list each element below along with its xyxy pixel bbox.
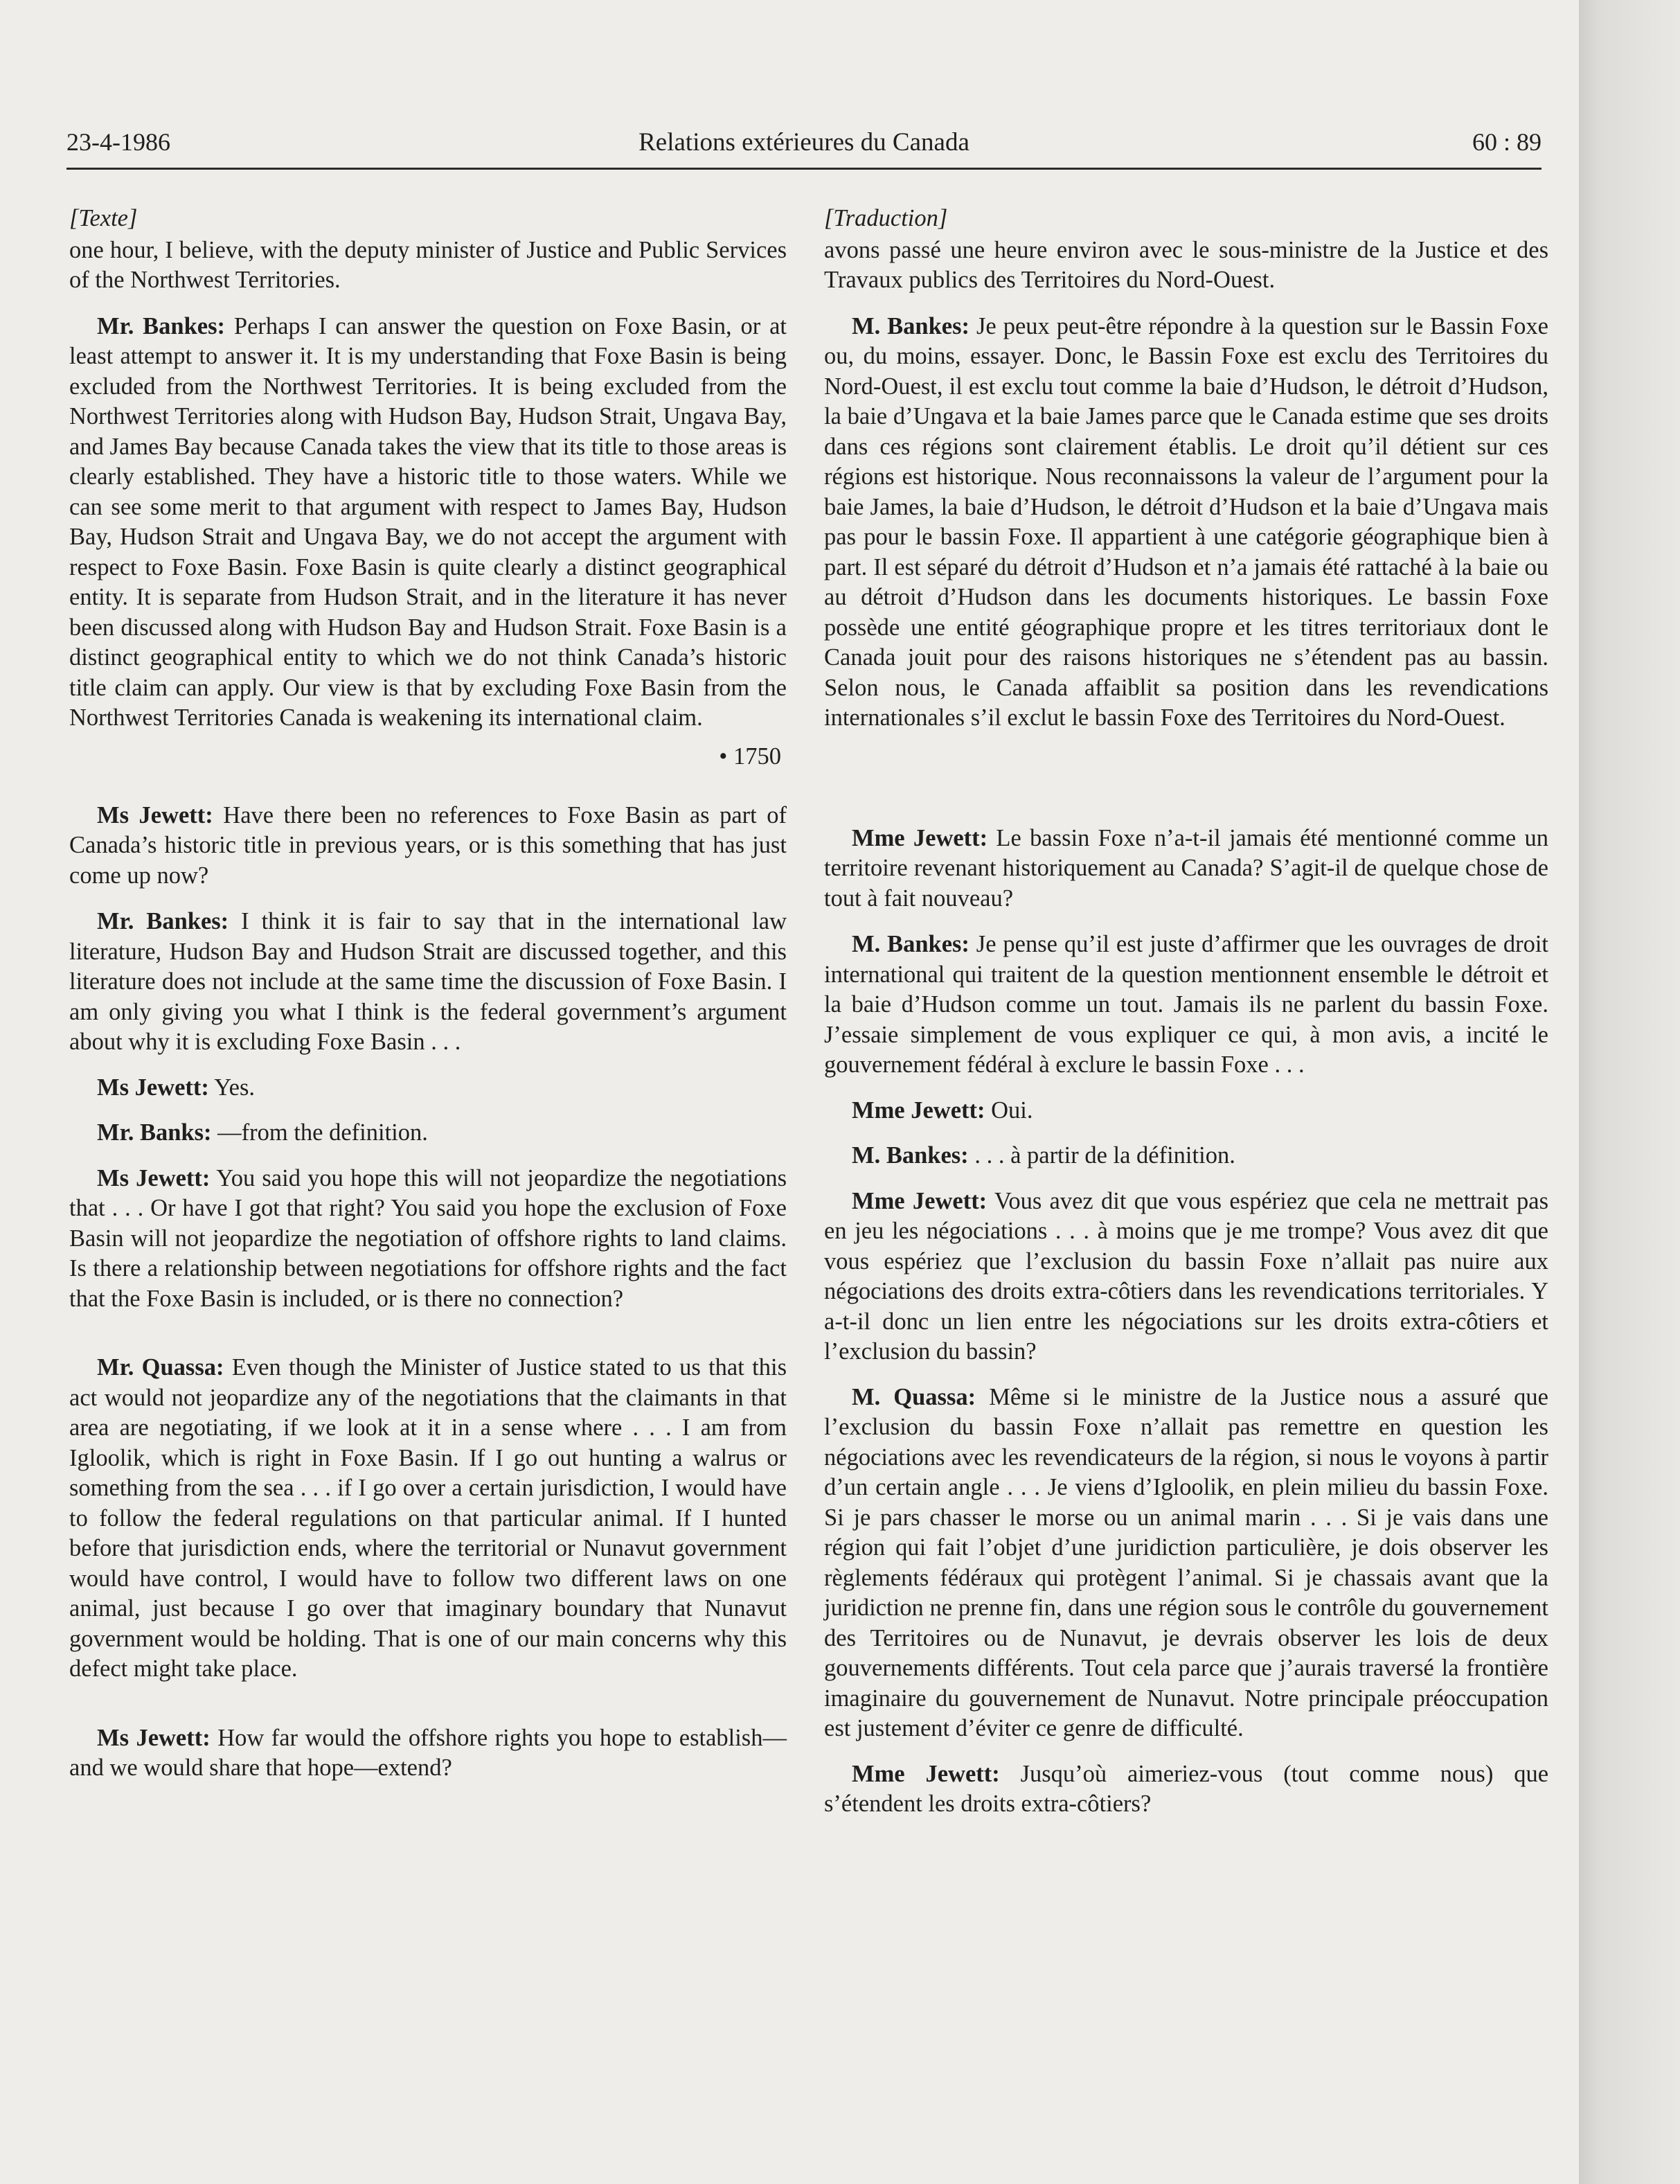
speaker-name: Mr. Banks: [97,1119,212,1146]
page-header [66,127,1542,166]
left-column [69,204,787,1784]
right-paragraph [824,1096,1548,1126]
speech-text: Le bassin Foxe n’a-t-il jamais été mentionné comme un territoire revenant historiquement au Canada? S’agit-il de quelque chose de tout à fait nouveau? [824,824,1548,912]
right-column [824,204,1548,1820]
speech-text: Yes. [208,1074,256,1101]
speaker-name: M. Bankes: [852,1142,969,1169]
time-marker-row [69,735,787,795]
speaker-name: M. Bankes: [852,931,969,957]
left-paragraph [69,801,787,891]
left-paragraph [69,1164,787,1315]
right-paragraph [824,930,1548,1081]
speaker-name: Ms Jewett: [97,801,213,828]
speaker-name: Ms Jewett: [97,1074,209,1101]
speech-text: Vous avez dit que vous espériez que cela ne mettrait pas en jeu les négociations . . . à moins que je me trompe? Vous avez dit que vous espériez que l’exclusion du bassin Foxe n’allait pas nuire aux négociations des droits extra-côtiers dans les revendications territoriales. Y a-t-il donc un lien entre les négociations sur les droits extra-côtiers et l’exclusion du bassin? [824,1187,1548,1365]
speaker-name: Mme Jewett: [852,1097,985,1124]
speech-text: Oui. [985,1097,1033,1124]
left-paragraph: one hour, I believe, with the deputy minister of Justice and Public Services of the Northwest Territories. [69,236,787,293]
speech-text: . . . à partir de la définition. [968,1142,1235,1169]
speech-text: —from the definition. [211,1119,428,1146]
speaker-name: Ms Jewett: [97,1724,211,1751]
right-paragraph: avons passé une heure environ avec le sous-ministre de la Justice et des Travaux publics des Territoires du Nord-Ouest. [824,236,1548,293]
speech-text: Je peux peut-être répondre à la question sur le Bassin Foxe ou, du moins, essayer. Donc, le Bassin Foxe est exclu des Territoires du Nord-Ouest, il est exclu tout comme la baie d’Hudson, le détroit d’Hudson, la baie d’Ungava et la baie James parce que le Canada estime que ses droits dans ces régions sont clairement établis. Le droit qu’il détient sur ces régions est historique. Nous reconnaissons la valeur de l’argument pour la baie James, la baie d’Hudson, le détroit d’Hudson et la baie d’Ungava mais pas pour le bassin Foxe. Il appartient à une catégorie géographique bien à part. Il est séparé du détroit d’Hudson et n’a jamais été rattaché à la baie ou au détroit d’Hudson dans les documents historiques. Le bassin Foxe possède une entité géographique propre et les titres territoriaux dont le Canada jouit pour des raisons historiques ne s’étendent pas au bassin. Selon nous, le Canada affaiblit sa position dans les revendications internationales s’il exclut le bassin Foxe des Territoires du Nord-Ouest. [824,312,1548,731]
right-paragraph [824,824,1548,914]
left-paragraph [69,312,787,734]
left-paragraph [69,1353,787,1685]
speaker-name: Ms Jewett: [97,1164,211,1191]
right-paragraph [824,312,1548,734]
header-rule [66,168,1542,170]
speaker-name: Mr. Bankes: [97,908,229,934]
header-date: 23-4-1986 [66,128,170,156]
speech-text: Même si le ministre de la Justice nous a assuré que l’exclusion du bassin Foxe n’allait pas remettre en question les négociations avec les revendicateurs de la région, si nous le voyons à partir d’un certain angle . . . Je viens d’Igloolik, en plein milieu du bassin Foxe. Si je pars chasser le morse ou un animal marin . . . Si je vais dans une région qui fait l’objet d’une juridiction particulière, je dois observer les règlements fédéraux qui protègent l’animal. Si je chassais avant que la juridiction ne prenne fin, dans une région sous le contrôle du gouvernement des Territoires ou de Nunavut, je devrais observer les lois de deux gouvernements différents. Tout cela parce que j’aurais traversé la frontière imaginaire du gouvernement de Nunavut. Notre principale préoccupation est justement d’éviter ce genre de difficulté. [824,1383,1548,1741]
speaker-name: Mr. Bankes: [97,312,226,339]
speech-text: Je pense qu’il est juste d’affirmer que les ouvrages de droit international qui traitent de la question mentionnent ensemble le détroit et la baie d’Hudson comme un tout. Jamais ils ne parlent du bassin Foxe. J’essaie simplement de vous expliquer ce qui, à mon avis, a incité le gouvernement fédéral à exclure le bassin Foxe . . . [824,931,1548,1078]
right-paragraph [824,1383,1548,1744]
left-paragraph [69,1118,787,1148]
speaker-name: M. Bankes: [852,312,970,339]
time-marker: • 1750 [719,743,781,770]
speaker-name: Mme Jewett: [852,1760,1000,1787]
speaker-name: Mr. Quassa: [97,1354,224,1380]
speech-text: Have there been no references to Foxe Basin as part of Canada’s historic title in previous years, or is this something that has just come up now? [69,801,787,889]
speaker-name: Mme Jewett: [852,1187,988,1214]
right-paragraph [824,1187,1548,1367]
left-column-label: [Texte] [69,205,138,231]
right-column-label: [Traduction] [824,205,948,231]
speaker-name: M. Quassa: [852,1383,976,1410]
speech-text: Perhaps I can answer the question on Foxe Basin, or at least attempt to answer it. It is my understanding that Foxe Basin is being excluded from the Northwest Territories. It is being excluded from the Northwest Territories along with Hudson Bay, Hudson Strait, Ungava Bay, and James Bay because Canada takes the view that its title to those areas is clearly established. They have a historic title to those waters. While we can see some merit to that argument with respect to James Bay, Hudson Bay, Hudson Strait and Ungava Bay, we do not accept the argument with respect to Foxe Basin. Foxe Basin is quite clearly a distinct geographical entity. It is separate from Hudson Strait, and in the literature it has never been discussed along with Hudson Bay and Hudson Strait. Foxe Basin is a distinct geographical entity to which we do not think Canada’s historic title claim can apply. Our view is that by excluding Foxe Basin from the Northwest Territories Canada is weakening its international claim. [69,312,787,731]
speech-text: Even though the Minister of Justice stated to us that this act would not jeopardize any of the negotiations that the claimants in that area are negotiating, if we look at it in a sense where . . . I am from Igloolik, which is right in Foxe Basin. If I go out hunting a walrus or something from the sea . . . if I go over a certain jurisdiction, I would have to follow the federal regulations on that particular animal. If I hunted before that jurisdiction ends, where the territorial or Nunavut government would have control, I would have to follow two different laws on one animal, just because I go over that imaginary boundary that Nunavut government would be holding. That is one of our main concerns why this defect might take place. [69,1354,787,1682]
header-page-number: 60 : 89 [1472,128,1542,156]
speaker-name: Mme Jewett: [852,824,988,851]
speech-text: I think it is fair to say that in the international law literature, Hudson Bay and Hudson Strait are discussed together, and this literature does not include at the same time the discussion of Foxe Basin. I am only giving you what I think is the federal government’s argument about why it is excluding Foxe Basin . . . [69,908,787,1055]
left-paragraph [69,1723,787,1784]
right-paragraph [824,1141,1548,1171]
speech-text: How far would the offshore rights you hope to establish—and we would share that hope—extend? [69,1724,787,1781]
speech-text: Jusqu’où aimeriez-vous (tout comme nous) que s’étendent les droits extra-côtiers? [824,1760,1549,1817]
header-title: Relations extérieures du Canada [638,128,969,157]
page-edge [1579,0,1680,2184]
left-paragraph [69,1073,787,1103]
right-paragraph [824,1759,1548,1820]
speech-text: You said you hope this will not jeopardize the negotiations that . . . Or have I got that right? You said you hope the exclusion of Foxe Basin will not jeopardize the negotiation of offshore rights to land claims. Is there a relationship between negotiations for offshore rights and the fact that the Foxe Basin is included, or is there no connection? [69,1164,787,1312]
left-paragraph [69,907,787,1058]
